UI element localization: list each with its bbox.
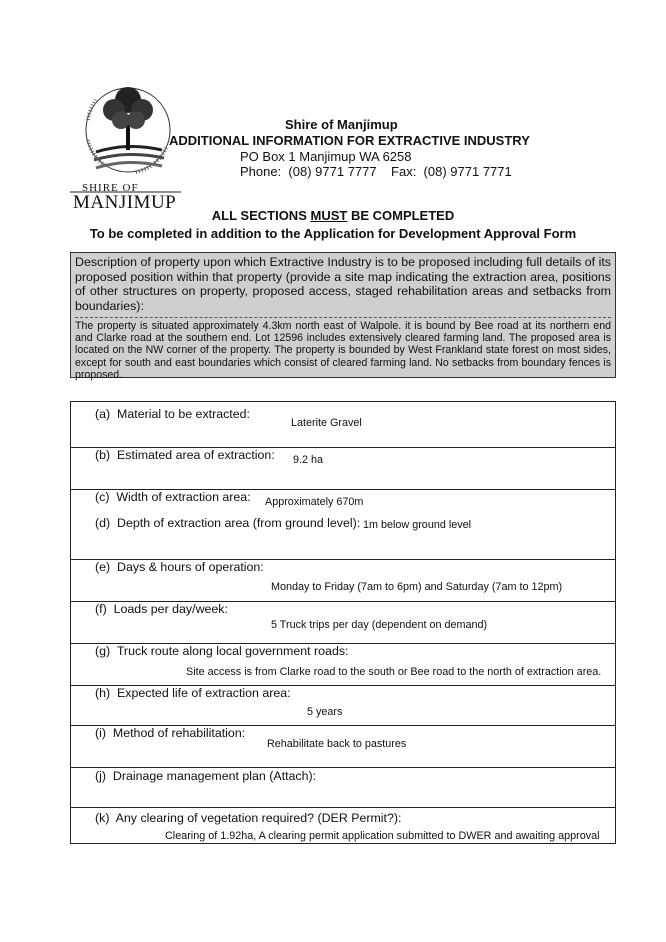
property-description-answer[interactable]: The property is situated approximately 4.3km north east of Walpole. it is bound by Bee road at its northern end and Clarke road at the southern end. Lot 12596 includes extensively cleared farming land. The proposed area is located on the NW corner of the property. The property is bounded by West Frankland state forest on most sides, except for south and east boundaries which consist of cleared farming land. No setbacks from boundary fences is proposed. bbox=[75, 317, 611, 381]
field-value-loads[interactable]: 5 Truck trips per day (dependent on demand) bbox=[271, 619, 488, 631]
logo-manjimup: MANJIMUP bbox=[73, 192, 177, 213]
field-value-hours[interactable]: Monday to Friday (7am to 6pm) and Saturday (7am to 12pm) bbox=[271, 581, 563, 593]
phone-fax: Phone: (08) 9771 7777 Fax: (08) 9771 7771 bbox=[240, 164, 512, 179]
field-value-truck-route[interactable]: Site access is from Clarke road to the south or Bee road to the north of extraction area. bbox=[186, 666, 602, 678]
notice-line-2: To be completed in addition to the Application for Development Approval Form bbox=[89, 226, 577, 241]
field-value-clearing[interactable]: Clearing of 1.92ha, A clearing permit application submitted to DWER and awaiting approval bbox=[165, 830, 600, 842]
row-truck-route bbox=[71, 644, 615, 686]
organisation-name: Shire of Manjimup bbox=[285, 117, 398, 132]
field-label-rehabilitation: (i) Method of rehabilitation: bbox=[95, 726, 246, 740]
field-label-clearing: (k) Any clearing of vegetation required? (DER Permit?): bbox=[95, 811, 402, 825]
extraction-details-table bbox=[70, 401, 616, 844]
field-label-life: (h) Expected life of extraction area: bbox=[95, 686, 291, 700]
field-label-truck-route: (g) Truck route along local government roads: bbox=[95, 644, 349, 658]
field-label-depth: (d) Depth of extraction area (from ground level): bbox=[95, 516, 361, 530]
row-life bbox=[71, 686, 615, 726]
form-title: ADDITIONAL INFORMATION FOR EXTRACTIVE INDUSTRY bbox=[169, 133, 530, 148]
row-drainage bbox=[71, 768, 615, 808]
field-label-drainage: (j) Drainage management plan (Attach): bbox=[95, 769, 317, 783]
field-value-width[interactable]: Approximately 670m bbox=[265, 496, 364, 508]
field-label-width: (c) Width of extraction area: bbox=[95, 490, 251, 504]
field-label-area: (b) Estimated area of extraction: bbox=[95, 448, 275, 462]
notice-prefix: ALL SECTIONS bbox=[211, 208, 311, 223]
row-width-depth bbox=[71, 490, 615, 560]
notice-line-1 bbox=[0, 208, 666, 223]
notice-emphasis: MUST bbox=[310, 208, 348, 223]
field-label-loads: (f) Loads per day/week: bbox=[95, 602, 228, 616]
field-label-hours: (e) Days & hours of operation: bbox=[95, 560, 264, 574]
row-rehabilitation bbox=[71, 726, 615, 768]
field-value-rehabilitation[interactable]: Rehabilitate back to pastures bbox=[267, 738, 407, 750]
row-hours bbox=[71, 560, 615, 602]
field-value-area[interactable]: 9.2 ha bbox=[293, 454, 324, 466]
row-clearing bbox=[71, 808, 615, 845]
field-value-life[interactable]: 5 years bbox=[307, 706, 343, 718]
postal-address: PO Box 1 Manjimup WA 6258 bbox=[240, 149, 412, 164]
field-label-material: (a) Material to be extracted: bbox=[95, 407, 250, 421]
row-loads bbox=[71, 602, 615, 644]
notice-suffix: BE COMPLETED bbox=[347, 208, 455, 223]
row-material bbox=[71, 402, 615, 448]
logo-shire-of: SHIRE OF bbox=[82, 182, 139, 194]
field-value-material[interactable]: Laterite Gravel bbox=[291, 417, 362, 429]
field-value-depth[interactable]: 1m below ground level bbox=[363, 519, 472, 531]
property-description-section bbox=[70, 252, 616, 381]
property-description-question: Description of property upon which Extractive Industry is to be proposed including full details of its proposed position within that property (provide a site map indicating the extraction area, positions of other structures on property, proposed access, staged rehabilitation areas and setbacks from boundaries): bbox=[75, 255, 611, 313]
row-area bbox=[71, 448, 615, 490]
